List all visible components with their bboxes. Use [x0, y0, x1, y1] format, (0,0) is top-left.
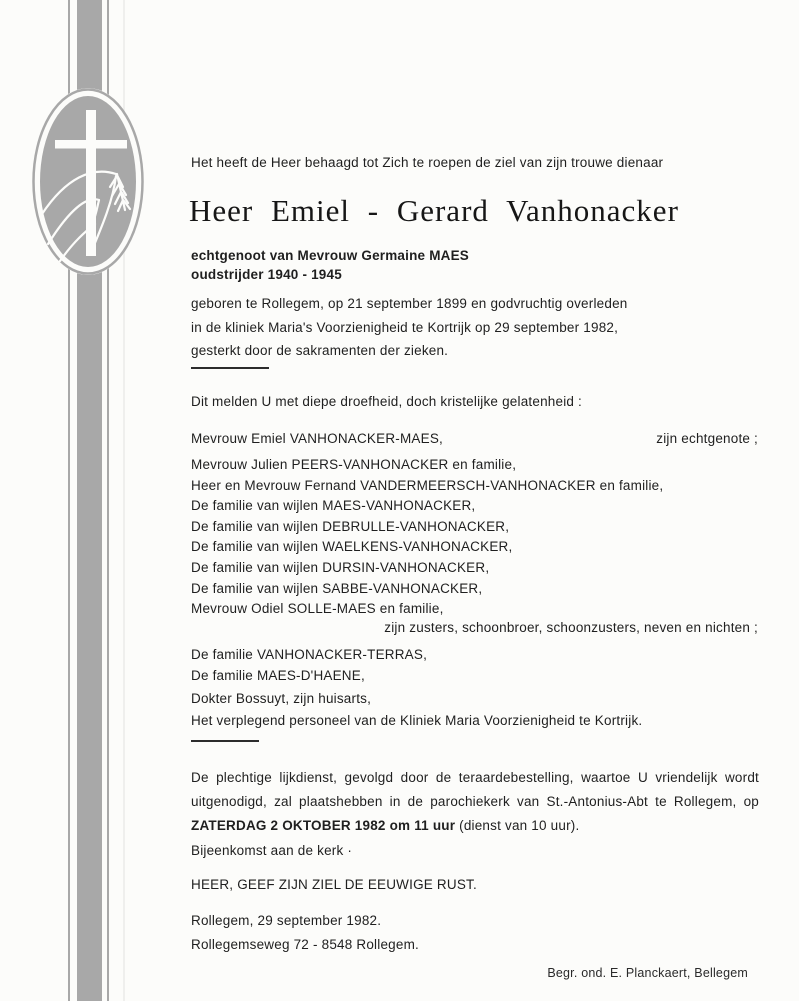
list-item: Mevrouw Odiel SOLLE-MAES en familie, [191, 601, 444, 617]
list-item: De familie van wijlen DURSIN-VANHONACKER, [191, 559, 490, 575]
mourner-primary-row [191, 431, 758, 446]
deceased-name: Heer Emiel - Gerard Vanhonacker [189, 193, 679, 228]
mourner-relation-line: zijn zusters, schoonbroer, schoonzusters, neven en nichten ; [384, 620, 758, 635]
undertaker-credit: Begr. ond. E. Planckaert, Bellegem [547, 966, 748, 980]
list-item: De familie van wijlen DEBRULLE-VANHONACKER, [191, 518, 510, 534]
service-line [191, 814, 759, 838]
intro-line: Het heeft de Heer behaagd tot Zich te roepen de ziel van zijn trouwe dienaar [191, 155, 664, 170]
section-divider [191, 740, 259, 742]
meeting-line: Bijeenkomst aan de kerk · [191, 843, 353, 858]
spouse-line: echtgenoot van Mevrouw Germaine MAES [191, 248, 470, 263]
list-item: De familie van wijlen WAELKENS-VANHONACKER, [191, 539, 513, 555]
staff-line: Het verplegend personeel van de Kliniek Maria Voorzienigheid te Kortrijk. [191, 713, 643, 728]
service-line: De plechtige lijkdienst, gevolgd door de teraardebestelling, waartoe U vriendelijk wordt [191, 770, 759, 785]
life-line: in de kliniek Maria's Voorzienigheid te Kortrijk op 29 september 1982, [191, 319, 619, 335]
memorial-emblem [32, 88, 144, 275]
list-item: De familie MAES-D'HAENE, [191, 667, 365, 683]
life-paragraph [191, 292, 628, 363]
address-line: Rollegemseweg 72 - 8548 Rollegem. [191, 937, 419, 952]
service-date-note: (dienst van 10 uur). [455, 818, 580, 833]
date-line: Rollegem, 29 september 1982. [191, 913, 382, 928]
list-item: De familie van wijlen MAES-VANHONACKER, [191, 498, 476, 514]
doctor-line: Dokter Bossuyt, zijn huisarts, [191, 691, 372, 706]
mourner-primary-name: Mevrouw Emiel VANHONACKER-MAES, [191, 431, 443, 446]
announcement-line: Dit melden U met diepe droefheid, doch kristelijke gelatenheid : [191, 394, 583, 409]
prayer-line: HEER, GEEF ZIJN ZIEL DE EEUWIGE RUST. [191, 877, 477, 892]
list-item: De familie VANHONACKER-TERRAS, [191, 647, 428, 662]
veteran-line: oudstrijder 1940 - 1945 [191, 267, 342, 282]
mourner-family-list [191, 455, 663, 620]
mourner-primary-relation: zijn echtgenote ; [656, 431, 758, 446]
section-divider [191, 367, 269, 369]
list-item: Heer en Mevrouw Fernand VANDERMEERSCH-VANHONACKER en familie, [191, 477, 664, 493]
service-paragraph [191, 766, 759, 838]
life-line: gesterkt door de sakramenten der zieken. [191, 343, 449, 358]
service-line: uitgenodigd, zal plaatshebben in de parochiekerk van St.-Antonius-Abt te Rollegem, op [191, 794, 759, 809]
life-line: geboren te Rollegem, op 21 september 1899 en godvruchtig overleden [191, 296, 628, 311]
list-item: Mevrouw Julien PEERS-VANHONACKER en familie, [191, 457, 517, 472]
list-item: De familie van wijlen SABBE-VANHONACKER, [191, 580, 483, 596]
service-date: ZATERDAG 2 OKTOBER 1982 om 11 uur [191, 818, 456, 833]
other-family-list [191, 645, 427, 687]
